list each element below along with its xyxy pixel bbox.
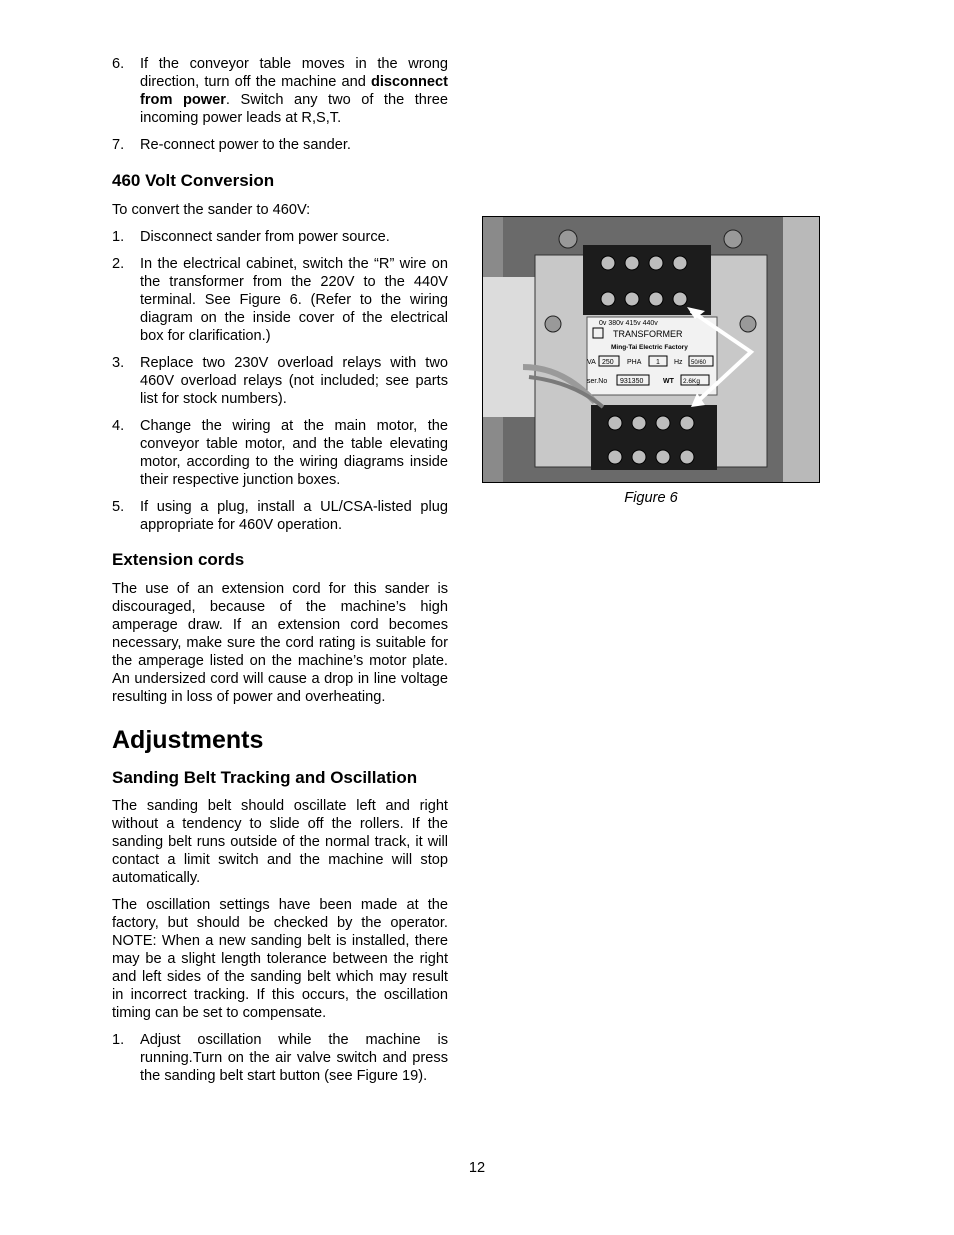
list-item: 4. Change the wiring at the main motor, the conveyor table motor, and the table elevating motor, according to the wiring diagrams inside their respective junction boxes. [112, 418, 448, 488]
plate-maker: Ming-Tai Electric Factory [611, 344, 688, 351]
list-item: 2. In the electrical cabinet, switch the “R” wire on the transformer from the 220V to the 440V terminal. See Figure 6. (Refer to the wiring diagram on the inside cover of the electrical box for clarification.) [112, 256, 448, 344]
section-heading-extension: Extension cords [112, 550, 245, 569]
plate-wt-label: WT [663, 378, 674, 385]
extension-paragraph: The use of an extension cord for this sander is discouraged, because of the machine’s high amperage draw. If an extension cord becomes necessary, make sure the cord rating is suitable for the amperage listed on the machine’s motor plate. An undersized cord will cause a drop in line voltage resulting in loss of power and overheating. [112, 581, 448, 705]
plate-pha: 1 [656, 359, 660, 366]
conv-intro: To convert the sander to 460V: [112, 202, 311, 218]
plate-ser: 931350 [620, 378, 644, 385]
transformer-illustration [483, 217, 819, 482]
plate-wt: 2.6Kg [683, 378, 700, 385]
list-item: 7. Re-connect power to the sander. [112, 137, 351, 153]
plate-pha-label: PHA [627, 359, 642, 366]
tracking-paragraph-1: The sanding belt should oscillate left and right without a tendency to slide off the rollers. If the sanding belt runs outside of the normal track, it will contact a limit switch and the machine will stop automatically. [112, 798, 448, 886]
figure-6-photo [482, 216, 820, 483]
plate-hz-label: Hz [674, 359, 683, 366]
plate-ser-label: ser.No [587, 378, 608, 385]
list-item: 1. Disconnect sander from power source. [112, 229, 390, 245]
list-item: 1. Adjust oscillation while the machine is running.Turn on the air valve switch and press the sanding belt start button (see Figure 19). [112, 1032, 448, 1084]
page-number: 12 [468, 1160, 486, 1176]
plate-title: TRANSFORMER [613, 329, 683, 339]
plate-va: 250 [602, 359, 614, 366]
step-list-top [112, 55, 448, 154]
section-heading-460v: 460 Volt Conversion [112, 171, 275, 190]
list-item: 5. If using a plug, install a UL/CSA-listed plug appropriate for 460V operation. [112, 499, 448, 533]
tracking-paragraph-2: The oscillation settings have been made at the factory, but should be checked by the operator. NOTE: When a new sanding belt is installed, there may be a slight length tolerance between the right and left sides of the sanding belt which may result in incorrect tracking. If this occurs, the oscillation timing can be set to compensate. [112, 897, 448, 1021]
conversion-steps [112, 228, 448, 534]
text-column [112, 55, 448, 1085]
list-item: 6. If the conveyor table moves in the wrong direction, turn off the machine and disconnect from power. Switch any two of the three incoming power leads at R,S,T. [112, 56, 448, 126]
plate-hz: 50/60 [691, 360, 707, 366]
plate-terminals: 0v 380v 415v 440v [599, 320, 658, 327]
plate-va-label: VA [587, 359, 596, 366]
section-heading-tracking: Sanding Belt Tracking and Oscillation [112, 768, 418, 787]
adjustment-steps [112, 1031, 448, 1085]
list-item: 3. Replace two 230V overload relays with two 460V overload relays (not included; see parts list for stock numbers). [112, 355, 448, 407]
figure-caption: Figure 6 [624, 490, 678, 506]
page-title-adjustments: Adjustments [112, 726, 264, 754]
